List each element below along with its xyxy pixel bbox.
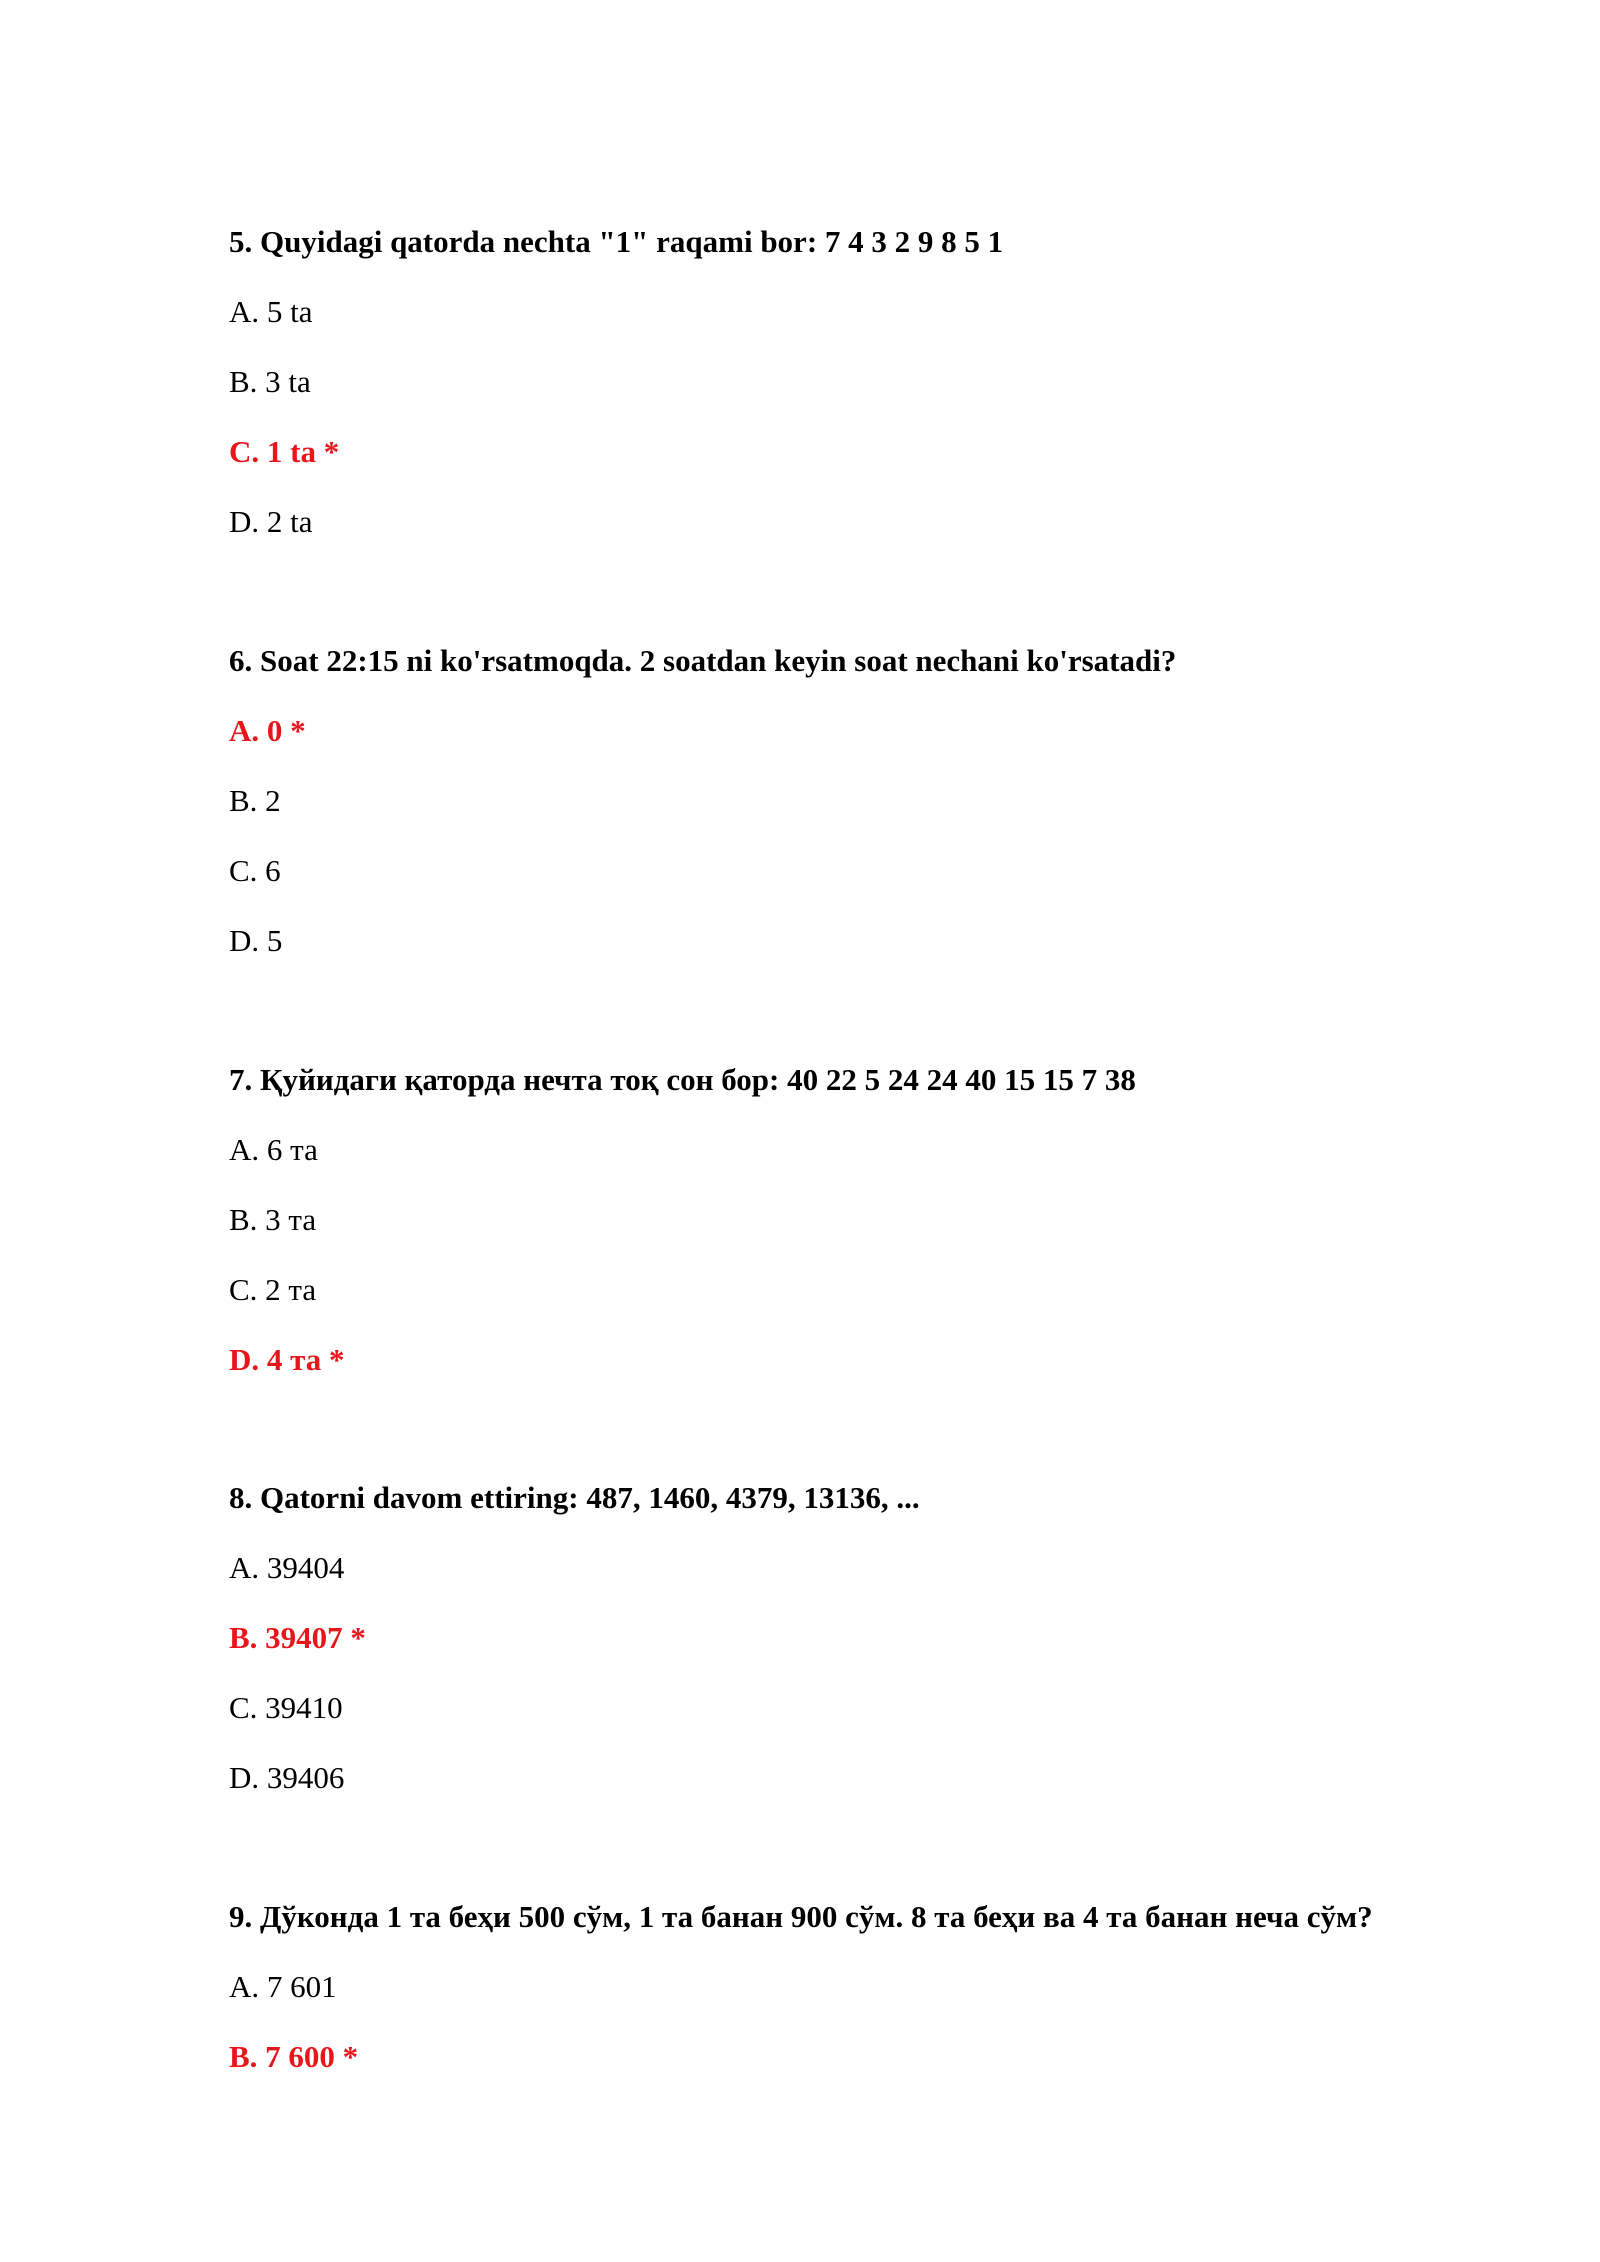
question-6 bbox=[229, 641, 1529, 961]
question-9 bbox=[229, 1897, 1529, 2077]
option-b: B. 3 ta bbox=[229, 364, 311, 399]
question-5 bbox=[229, 222, 1529, 542]
option-b: B. 3 та bbox=[229, 1202, 317, 1237]
option-d: D. 39406 bbox=[229, 1760, 345, 1795]
question-7 bbox=[229, 1060, 1529, 1380]
option-b: B. 2 bbox=[229, 783, 281, 818]
option-d: D. 2 ta bbox=[229, 504, 313, 539]
question-text: 9. Дўконда 1 та беҳи 500 сўм, 1 та банан 900 сўм. 8 та беҳи ва 4 та банан неча сўм? bbox=[229, 1899, 1373, 1934]
question-8 bbox=[229, 1478, 1529, 1798]
option-a: A. 39404 bbox=[229, 1550, 345, 1585]
question-text: 7. Қуйидаги қаторда нечта тоқ сон бор: 40 22 5 24 24 40 15 15 7 38 bbox=[229, 1062, 1136, 1097]
option-c: C. 6 bbox=[229, 853, 281, 888]
option-c-correct: C. 1 ta * bbox=[229, 434, 340, 469]
question-text: 8. Qatorni davom ettiring: 487, 1460, 4379, 13136, ... bbox=[229, 1480, 920, 1515]
question-text: 5. Quyidagi qatorda nechta "1" raqami bor: 7 4 3 2 9 8 5 1 bbox=[229, 224, 1004, 259]
option-a-correct: A. 0 * bbox=[229, 713, 306, 748]
option-c: C. 39410 bbox=[229, 1690, 343, 1725]
question-text: 6. Soat 22:15 ni ko'rsatmoqda. 2 soatdan keyin soat nechani ko'rsatadi? bbox=[229, 643, 1177, 678]
option-d-correct: D. 4 та * bbox=[229, 1342, 345, 1377]
option-d: D. 5 bbox=[229, 923, 283, 958]
option-a: A. 5 ta bbox=[229, 294, 313, 329]
option-a: A. 7 601 bbox=[229, 1969, 337, 2004]
option-a: A. 6 та bbox=[229, 1132, 318, 1167]
option-c: C. 2 та bbox=[229, 1272, 317, 1307]
option-b-correct: B. 7 600 * bbox=[229, 2039, 359, 2074]
option-b-correct: B. 39407 * bbox=[229, 1620, 366, 1655]
